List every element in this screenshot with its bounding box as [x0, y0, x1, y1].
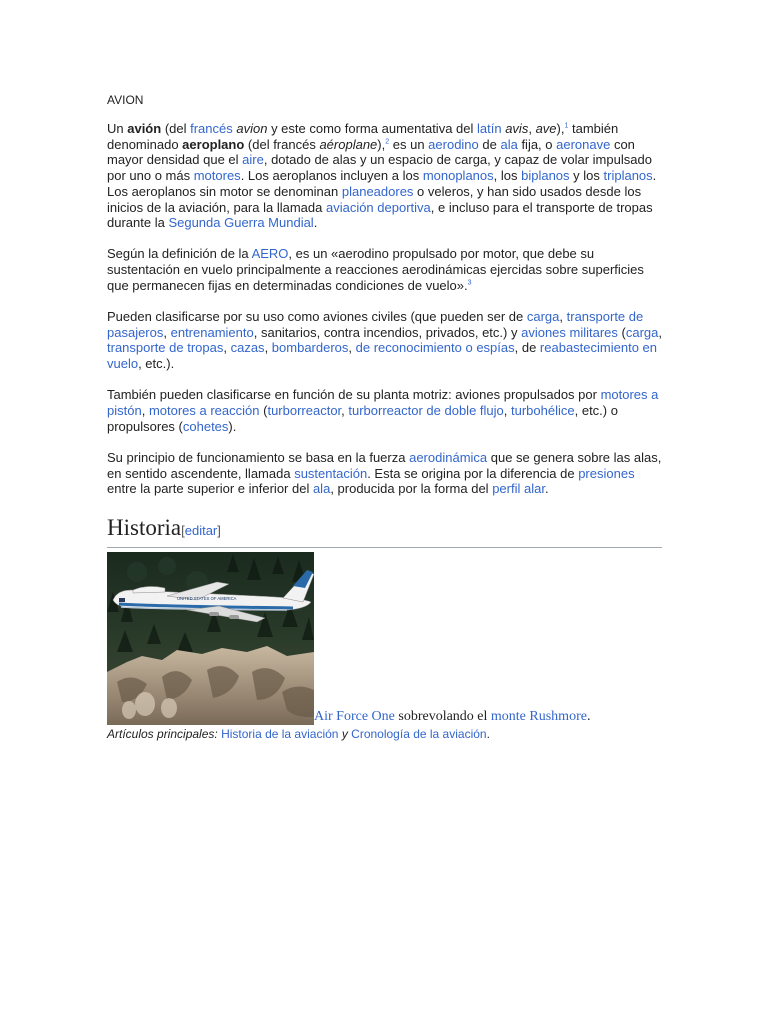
figure — [107, 552, 667, 725]
link-aviones-militares[interactable]: aviones militares — [521, 324, 618, 340]
figure-caption: Air Force One sobrevolando el monte Rushmore. — [314, 708, 591, 724]
link-reconocimiento[interactable]: de reconocimiento o espías — [355, 340, 515, 356]
link-ala[interactable]: ala — [500, 136, 518, 152]
svg-text:UNITED STATES OF AMERICA: UNITED STATES OF AMERICA — [177, 595, 237, 601]
link-motores[interactable]: motores — [193, 168, 241, 184]
link-turbohelice[interactable]: turbohélice — [511, 403, 575, 419]
link-aire[interactable]: aire — [242, 152, 264, 168]
section-heading-historia: Historia[editar] — [107, 513, 662, 548]
paragraph-classification-engine: También pueden clasificarse en función de su planta motriz: aviones propulsados por motores a pistón, motores a reacción (turborreactor, turborreactor de doble flujo, turbohélice, etc.) o propulsores (cohetes). — [107, 387, 659, 434]
link-cohetes[interactable]: cohetes — [182, 418, 229, 434]
link-monoplanos[interactable]: monoplanos — [422, 168, 494, 184]
link-carga-militar[interactable]: carga — [625, 324, 659, 340]
link-turborreactor[interactable]: turborreactor — [267, 403, 342, 419]
link-cazas[interactable]: cazas — [230, 340, 265, 356]
link-aeronave[interactable]: aeronave — [556, 136, 611, 152]
link-aerodinamica[interactable]: aerodinámica — [409, 449, 488, 465]
link-air-force-one[interactable]: Air Force One — [314, 708, 395, 724]
term-aeroplano: aeroplano — [182, 136, 245, 152]
link-aero[interactable]: AERO — [251, 246, 289, 262]
link-entrenamiento[interactable]: entrenamiento — [170, 324, 254, 340]
link-biplanos[interactable]: biplanos — [521, 168, 570, 184]
paragraph-intro: Un avión (del francés avion y este como forma aumentativa del latín avis, ave),$^1$ también denominado aeroplano (del francés aéroplane),$^2$ es un aerodino de ala fija, o aeronave con mayor densidad que el aire, dotado de alas y un espacio de carga, y capaz de volar impulsado por uno o más motores. Los aeroplanos incluyen a los monoplanos, los biplanos y los triplanos. Los aeroplanos sin motor se denominan planeadores o veleros, y han sido usados desde los inicios de la aviación, para la llamada aviación deportiva, e incluso para el transporte de tropas durante la Segunda Guerra Mundial. — [107, 121, 657, 231]
reference-1[interactable]: 1 — [564, 122, 569, 130]
link-planeadores[interactable]: planeadores — [341, 183, 414, 199]
link-monte-rushmore[interactable]: monte Rushmore — [490, 708, 587, 724]
paragraph-definition: Según la definición de la AERO, es un «aerodino propulsado por motor, que debe su sustentación en vuelo principalmente a reacciones aerodinámicas ejercidas sobre superficies que permanecen fijas en determinadas condiciones de vuelo».$^3$ — [107, 246, 644, 293]
link-bombarderos[interactable]: bombarderos — [271, 340, 349, 356]
paragraph-principle: Su principio de funcionamiento se basa en la fuerza aerodinámica que se genera sobre las alas, en sentido ascendente, llamada sustentación. Esta se origina por la diferencia de presiones entre la parte superior e inferior del ala, producida por la forma del perfil alar. — [107, 449, 662, 497]
link-cronologia-aviacion[interactable]: Cronología de la aviación — [351, 726, 487, 741]
link-aerodino[interactable]: aerodino — [428, 136, 479, 152]
link-perfil-alar[interactable]: perfil alar — [492, 481, 545, 497]
document-title: AVION — [107, 93, 144, 107]
link-aviacion-deportiva[interactable]: aviación deportiva — [325, 199, 431, 215]
reference-3[interactable]: 3 — [467, 279, 472, 287]
air-force-one-photo[interactable] — [107, 552, 314, 725]
link-motores-reaccion[interactable]: motores a reacción — [148, 403, 260, 419]
edit-section-link[interactable]: editar — [184, 522, 218, 538]
link-transporte-tropas[interactable]: transporte de tropas — [107, 340, 224, 356]
link-ala-2[interactable]: ala — [312, 481, 331, 497]
link-frances[interactable]: francés — [190, 121, 233, 136]
link-reabastecimiento[interactable]: reabastecimiento en vuelo — [107, 340, 657, 372]
link-turborreactor-doble-flujo[interactable]: turborreactor de doble flujo — [348, 403, 504, 419]
link-motores-piston[interactable]: motores a pistón — [107, 387, 659, 419]
paragraph-classification-use: Pueden clasificarse por su uso como aviones civiles (que pueden ser de carga, transporte de pasajeros, entrenamiento, sanitarios, contra incendios, privados, etc.) y aviones militares (carga, transporte de tropas, cazas, bombarderos, de reconocimiento o espías, de reabastecimiento en vuelo, etc.). — [107, 309, 663, 372]
hatnote-main-articles: Artículos principales: Historia de la aviación y Cronología de la aviación. — [107, 726, 490, 741]
reference-2[interactable]: 2 — [385, 138, 390, 146]
link-segunda-guerra-mundial[interactable]: Segunda Guerra Mundial — [168, 215, 314, 231]
link-transporte-pasajeros[interactable]: transporte de pasajeros — [107, 309, 644, 340]
article-content — [107, 92, 667, 742]
link-carga[interactable]: carga — [526, 309, 560, 325]
link-triplanos[interactable]: triplanos — [603, 168, 653, 184]
link-historia-aviacion[interactable]: Historia de la aviación — [221, 726, 339, 741]
link-sustentacion[interactable]: sustentación — [294, 465, 368, 481]
edit-section: [editar] — [181, 522, 221, 538]
term-avion: avión — [127, 121, 162, 136]
link-latin[interactable]: latín — [477, 121, 502, 136]
link-presiones[interactable]: presiones — [578, 465, 635, 481]
